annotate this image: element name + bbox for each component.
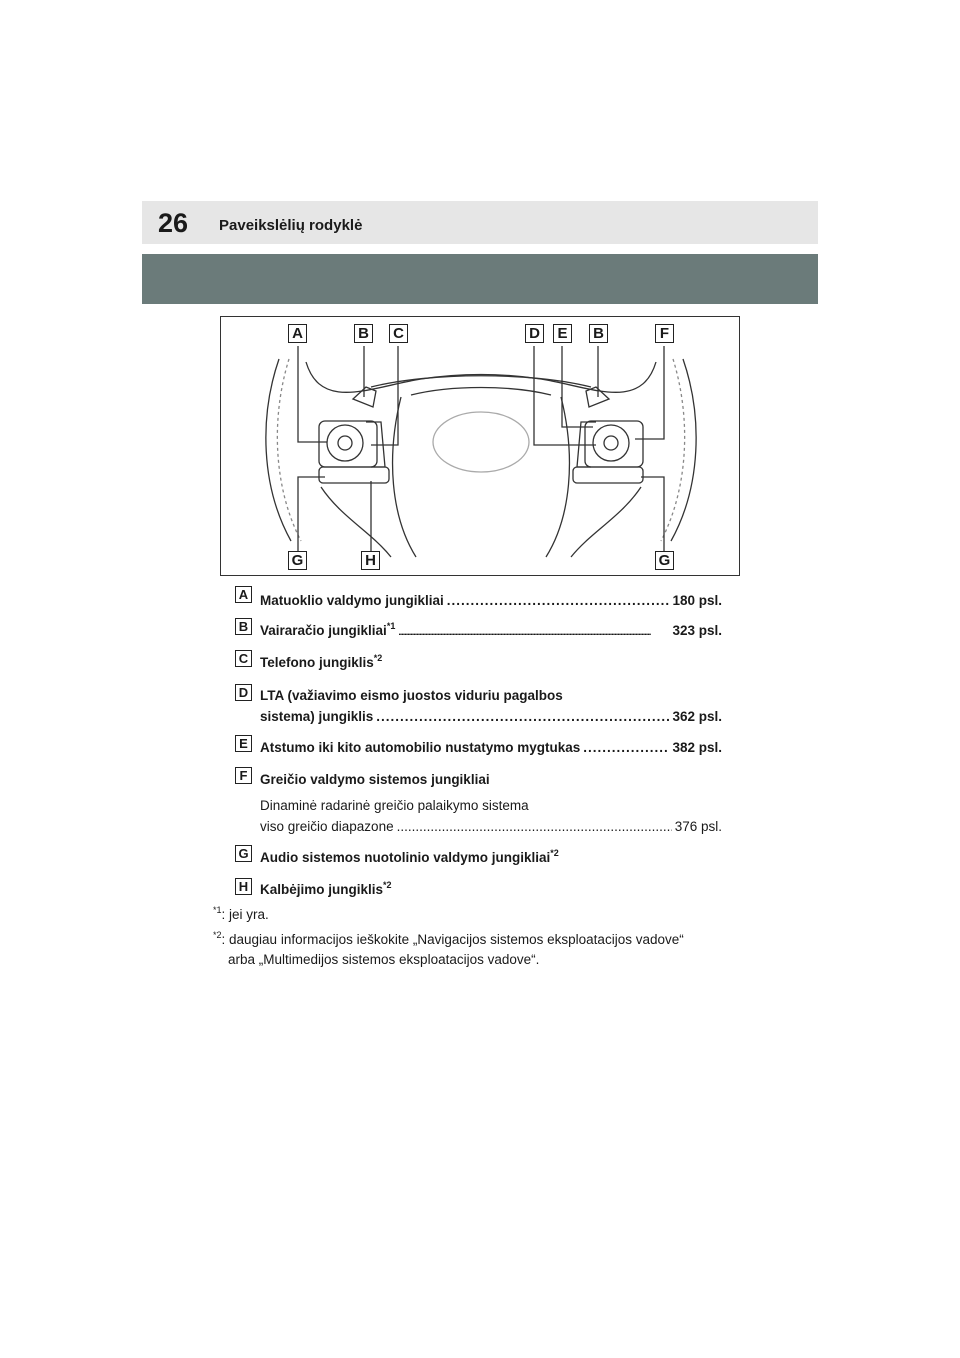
steering-wheel-illustration: [221, 317, 741, 577]
item-phone-switch: [260, 655, 382, 670]
item-label: Telefono jungiklis: [260, 655, 374, 670]
item-badge-g: G: [235, 845, 252, 862]
callout-c: C: [389, 324, 408, 343]
callout-b-right: B: [589, 324, 608, 343]
footnote-2-line2: arba „Multimedijos sistemos eksploatacijos vadove“.: [228, 952, 540, 967]
item-page-ref: 382 psl.: [672, 740, 722, 755]
section-band: [142, 254, 818, 304]
item-cruise-sub: [260, 819, 722, 834]
callout-g-right: G: [655, 551, 674, 570]
item-label: Audio sistemos nuotolinio valdymo jungikliai: [260, 850, 551, 865]
callout-b: B: [354, 324, 373, 343]
callout-d: D: [525, 324, 544, 343]
footnote-ref: *2: [550, 848, 559, 858]
item-lta-switch-line1: LTA (važiavimo eismo juostos viduriu pagalbos: [260, 688, 563, 703]
item-label: Atstumo iki kito automobilio nustatymo mygtukas: [260, 740, 581, 755]
footnote-ref: *1: [386, 621, 396, 631]
item-label: Vairaračio jungikliai: [260, 623, 387, 638]
footnote-1: $^{*1}$: jei yra.: [213, 905, 269, 922]
steering-wheel-figure: [220, 316, 740, 576]
item-page-ref: 323 psl.: [672, 623, 722, 638]
item-talk-switch: [260, 882, 392, 897]
item-badge-a: A: [235, 586, 252, 603]
item-label: Matuoklio valdymo jungikliai: [260, 593, 444, 608]
item-label: Kalbėjimo jungiklis: [260, 882, 384, 897]
item-page-ref: 362 psl.: [672, 709, 722, 724]
item-audio-switches: [260, 850, 559, 865]
footnote-2: $^{*2}$: daugiau informacijos ieškokite „Navigacijos sistemos eksploatacijos vadove“: [213, 930, 684, 947]
footnote-ref: *2: [383, 880, 392, 890]
item-badge-h: H: [235, 878, 252, 895]
callout-g-left: G: [288, 551, 307, 570]
page-number: 26: [158, 208, 189, 238]
item-cruise-switches: Greičio valdymo sistemos jungikliai: [260, 772, 490, 787]
callout-a: A: [288, 324, 307, 343]
footnote-mark: *1: [213, 905, 222, 915]
item-label: sistema) jungiklis: [260, 709, 374, 724]
footnote-mark: *2: [213, 930, 222, 940]
item-distance-button: [260, 740, 722, 755]
callout-h: H: [361, 551, 380, 570]
item-page-ref: 376 psl.: [674, 819, 722, 834]
footnote-ref: *2: [373, 653, 383, 663]
item-cruise-sub-line1: Dinaminė radarinė greičio palaikymo sistema: [260, 798, 529, 813]
item-badge-d: D: [235, 684, 252, 701]
item-badge-e: E: [235, 735, 252, 752]
item-badge-b: B: [235, 618, 252, 635]
callout-e: E: [553, 324, 572, 343]
item-badge-c: C: [235, 650, 252, 667]
item-steering-switches: [260, 623, 722, 638]
item-gauge-switches: [260, 593, 722, 608]
item-badge-f: F: [235, 767, 252, 784]
item-lta-switch: [260, 709, 722, 724]
item-page-ref: 180 psl.: [672, 593, 722, 608]
item-sub-label: viso greičio diapazone: [260, 819, 394, 834]
callout-f: F: [655, 324, 674, 343]
section-title: Paveikslėlių rodyklė: [219, 217, 363, 234]
